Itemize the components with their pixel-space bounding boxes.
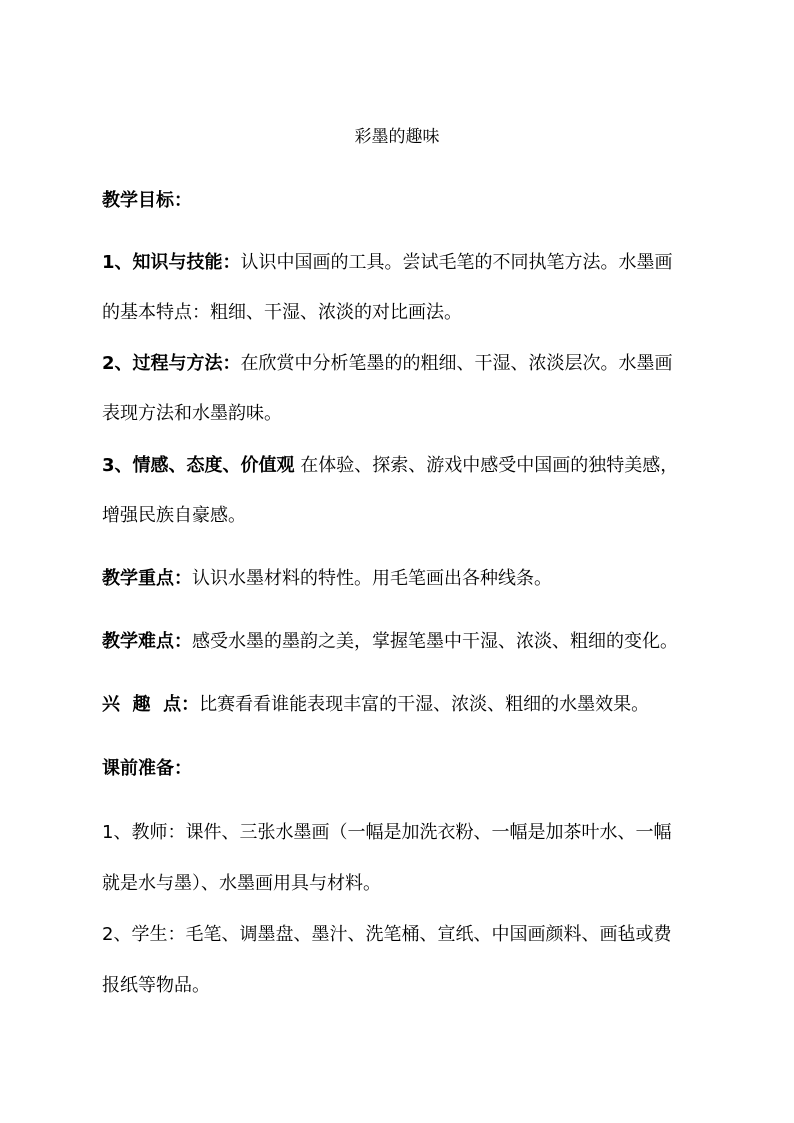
key-point-label: 教学重点： [102,568,192,589]
difficulty-text: 感受水墨的墨韵之美，掌握笔墨中干湿、浓淡、粗细的变化。 [192,631,678,652]
objective-1-text: 认识中国画的工具。尝试毛笔的不同执笔方法。水墨画 [240,252,673,273]
interest-text: 比赛看看谁能表现丰富的干湿、浓淡、粗细的水墨效果。 [199,694,650,715]
objective-3-line-2: 增强民族自豪感。 [102,505,246,526]
objective-2-text: 在欣赏中分析笔墨的的粗细、干湿、浓淡层次。水墨画 [240,353,673,374]
key-point-text: 认识水墨材料的特性。用毛笔画出各种线条。 [192,568,552,589]
preparation-heading [102,758,702,780]
objective-2-line-2: 表现方法和水墨韵味。 [102,403,282,424]
objective-3-line-1 [102,455,702,477]
objective-2-line-1 [102,353,702,375]
prep-1-line-2: 就是水与墨）、水墨画用具与材料。 [102,873,381,894]
objective-3-text: 在体验、探索、游戏中感受中国画的独特美感， [294,455,679,476]
objective-2-label: 2、过程与方法： [102,353,241,374]
objective-1-label: 1、知识与技能： [102,252,241,273]
objectives-heading-label: 教学目标： [102,190,192,211]
interest-line [102,694,702,716]
objectives-heading [102,190,702,212]
prep-2-line-2: 报纸等物品。 [102,975,210,996]
difficulty-label: 教学难点： [102,631,192,652]
prep-2-line-1: 2、学生：毛笔、调墨盘、墨汁、洗笔桶、宣纸、中国画颜料、画毡或费 [102,924,672,945]
objective-1-line-2: 的基本特点：粗细、干湿、浓淡的对比画法。 [102,302,462,323]
interest-label: 兴 趣 点： [102,694,200,715]
objective-1-line-1 [102,252,702,274]
document-title: 彩墨的趣味 [354,127,440,147]
difficulty-line [102,631,702,653]
key-point-line [102,568,702,590]
preparation-heading-label: 课前准备： [102,758,192,779]
objective-3-label: 3、情感、态度、价值观 [102,455,295,476]
prep-1-line-1: 1、教师：课件、三张水墨画（一幅是加洗衣粉、一幅是加茶叶水、一幅 [102,822,672,843]
